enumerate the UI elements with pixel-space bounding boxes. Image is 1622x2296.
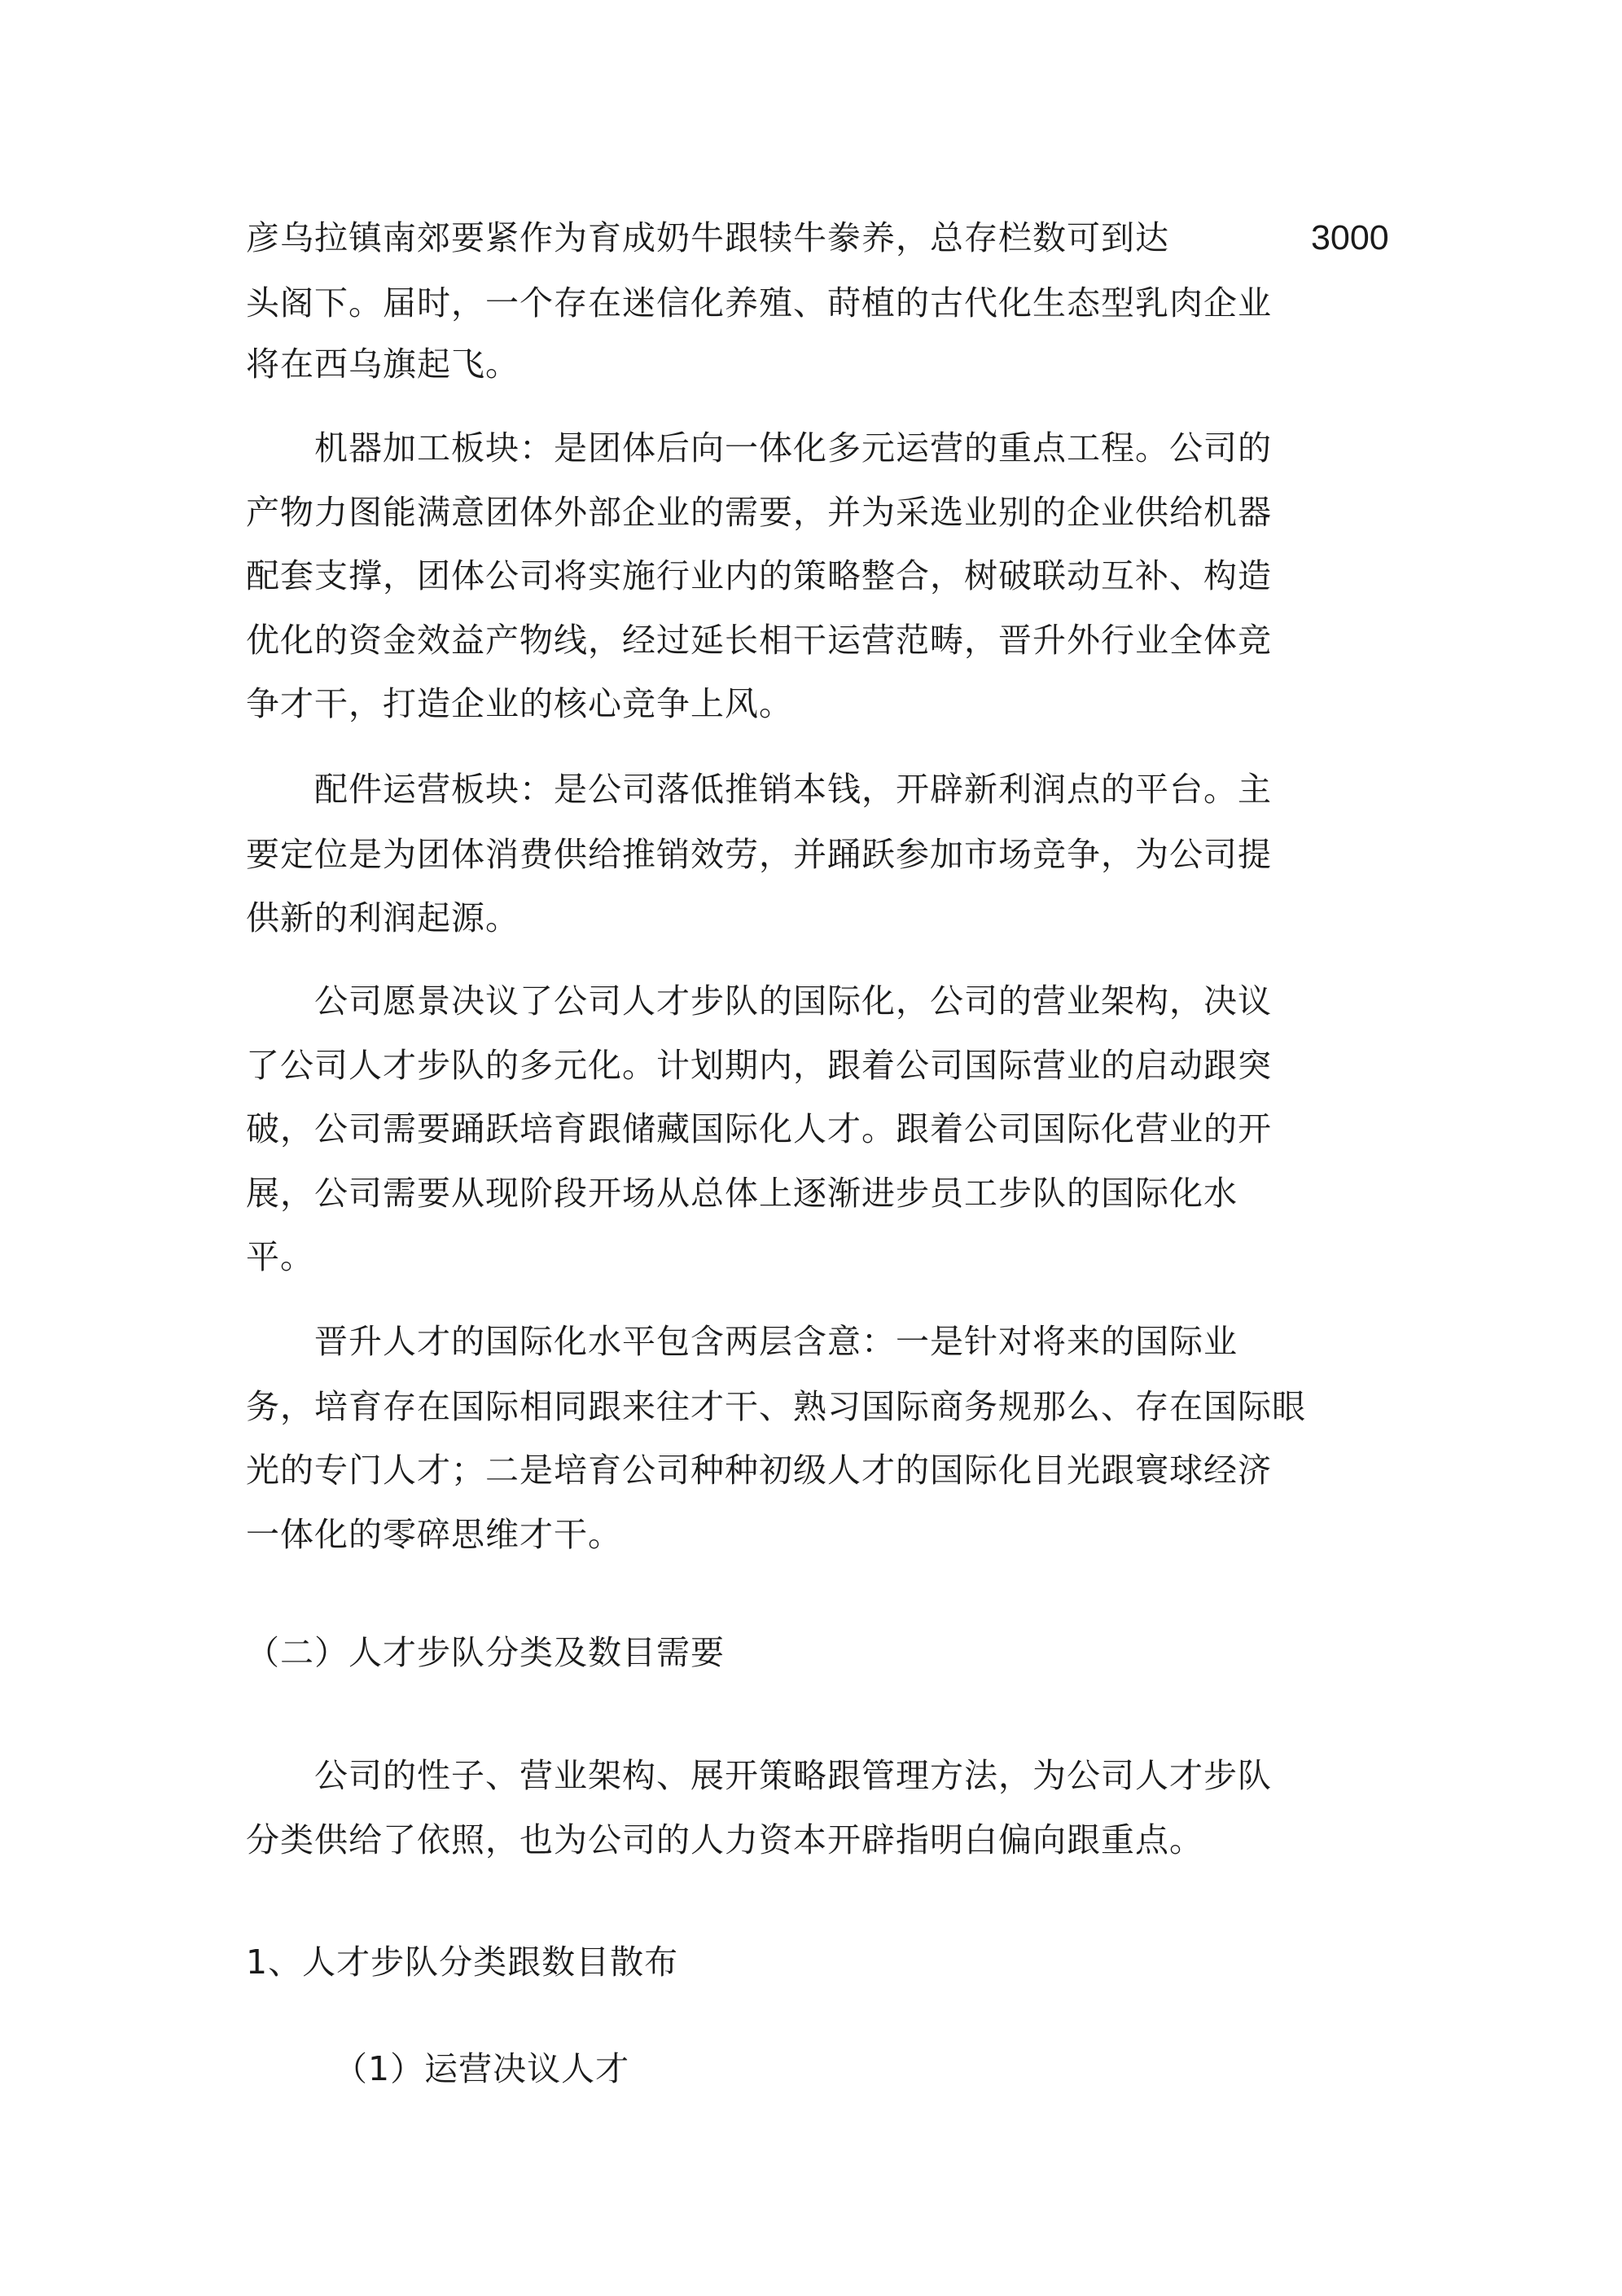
- paragraph-2-line-4: 优化的资金效益产物线，经过延长相干运营范畴，晋升外行业全体竞: [246, 621, 1272, 660]
- paragraph-4-line-4: 展，公司需要从现阶段开场从总体上逐渐进步员工步队的国际化水: [246, 1174, 1238, 1213]
- section-heading: （二）人才步队分类及数目需要: [246, 1633, 725, 1672]
- paragraph-5-line-1: 晋升人才的国际化水平包含两层含意：一是针对将来的国际业: [246, 1322, 1238, 1361]
- paragraph-4-line-3: 破，公司需要踊跃培育跟储藏国际化人才。跟着公司国际化营业的开: [246, 1109, 1272, 1148]
- paragraph-2-line-2: 产物力图能满意团体外部企业的需要，并为采选业别的企业供给机器: [246, 493, 1272, 532]
- paragraph-4-line-2: 了公司人才步队的多元化。计划期内，跟着公司国际营业的启动跟突: [246, 1046, 1272, 1085]
- paragraph-3-line-3: 供新的利润起源。: [246, 898, 519, 937]
- paragraph-2-line-1: 机器加工板块：是团体后向一体化多元运营的重点工程。公司的: [246, 428, 1272, 468]
- paragraph-1-line-2: 头阁下。届时，一个存在迷信化养殖、莳植的古代化生态型乳肉企业: [246, 283, 1272, 323]
- paragraph-5-line-3: 光的专门人才；二是培育公司种种初级人才的国际化目光跟寰球经济: [246, 1451, 1272, 1490]
- paragraph-6-line-2: 分类供给了依照，也为公司的人力资本开辟指明白偏向跟重点。: [246, 1820, 1203, 1859]
- paragraph-1-number: 3000: [1311, 218, 1389, 257]
- paragraph-3-line-1: 配件运营板块：是公司落低推销本钱，开辟新利润点的平台。主: [246, 770, 1272, 809]
- paragraph-4-line-1: 公司愿景决议了公司人才步队的国际化，公司的营业架构，决议: [246, 981, 1272, 1021]
- subsection-heading: 1、人才步队分类跟数目散布: [246, 1943, 679, 1982]
- paragraph-5-line-2: 务，培育存在国际相同跟来往才干、熟习国际商务规那么、存在国际眼: [246, 1387, 1306, 1426]
- paragraph-2-line-5: 争才干，打造企业的核心竞争上风。: [246, 684, 793, 723]
- paragraph-2-line-3: 配套支撑，团体公司将实施行业内的策略整合，树破联动互补、构造: [246, 556, 1272, 595]
- paragraph-3-line-2: 要定位是为团体消费供给推销效劳，并踊跃参加市场竞争，为公司提: [246, 835, 1272, 874]
- paragraph-5-line-4: 一体化的零碎思维才干。: [246, 1515, 622, 1554]
- item-heading: （1）运营决议人才: [334, 2049, 630, 2088]
- paragraph-4-line-5: 平。: [246, 1237, 314, 1276]
- paragraph-1-line-1: 彦乌拉镇南郊要紧作为育成奶牛跟犊牛豢养，总存栏数可到达: [246, 218, 1169, 257]
- paragraph-6-line-1: 公司的性子、营业架构、展开策略跟管理方法，为公司人才步队: [246, 1756, 1272, 1795]
- paragraph-1-line-3: 将在西乌旗起飞。: [246, 345, 519, 384]
